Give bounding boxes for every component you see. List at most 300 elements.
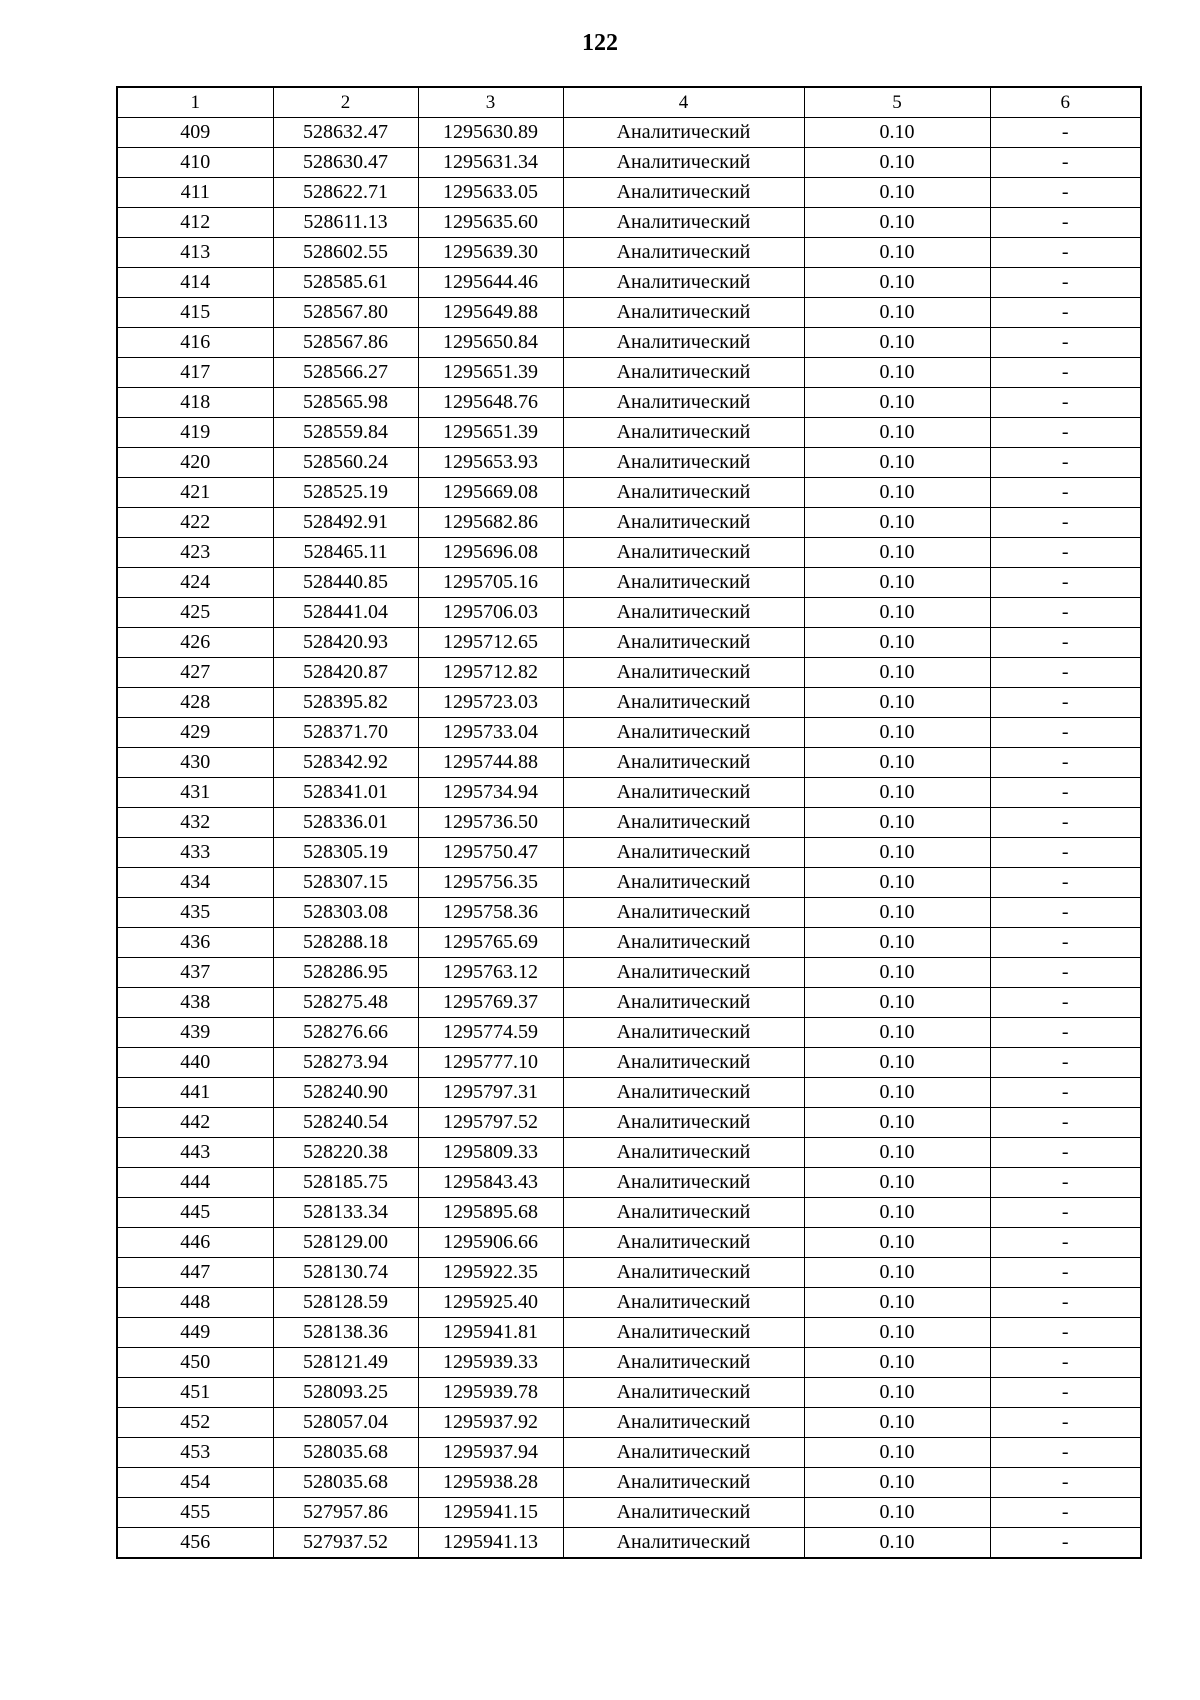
cell-note: -	[990, 1318, 1141, 1348]
column-header-point-number: 1	[117, 87, 273, 118]
cell-note: -	[990, 1258, 1141, 1288]
table-row	[117, 538, 1141, 568]
cell-method: Аналитический	[563, 1018, 804, 1048]
cell-note: -	[990, 268, 1141, 298]
cell-x-coordinate: 528559.84	[273, 418, 418, 448]
cell-x-coordinate: 528240.90	[273, 1078, 418, 1108]
cell-method: Аналитический	[563, 568, 804, 598]
cell-accuracy: 0.10	[804, 328, 990, 358]
table-row	[117, 148, 1141, 178]
cell-accuracy: 0.10	[804, 958, 990, 988]
cell-method: Аналитический	[563, 388, 804, 418]
cell-note: -	[990, 508, 1141, 538]
cell-method: Аналитический	[563, 418, 804, 448]
cell-point-number: 455	[117, 1498, 273, 1528]
column-header-accuracy: 5	[804, 87, 990, 118]
table-row	[117, 988, 1141, 1018]
cell-method: Аналитический	[563, 1468, 804, 1498]
table-row	[117, 598, 1141, 628]
cell-method: Аналитический	[563, 148, 804, 178]
cell-x-coordinate: 528273.94	[273, 1048, 418, 1078]
cell-x-coordinate: 528630.47	[273, 148, 418, 178]
cell-x-coordinate: 528465.11	[273, 538, 418, 568]
cell-note: -	[990, 868, 1141, 898]
cell-note: -	[990, 1468, 1141, 1498]
cell-point-number: 452	[117, 1408, 273, 1438]
cell-y-coordinate: 1295939.33	[418, 1348, 563, 1378]
cell-x-coordinate: 528566.27	[273, 358, 418, 388]
cell-y-coordinate: 1295941.13	[418, 1528, 563, 1559]
cell-point-number: 447	[117, 1258, 273, 1288]
cell-x-coordinate: 527957.86	[273, 1498, 418, 1528]
table-row	[117, 1078, 1141, 1108]
cell-method: Аналитический	[563, 838, 804, 868]
cell-method: Аналитический	[563, 868, 804, 898]
table-row	[117, 1378, 1141, 1408]
cell-note: -	[990, 1168, 1141, 1198]
table-row	[117, 328, 1141, 358]
cell-note: -	[990, 418, 1141, 448]
cell-point-number: 436	[117, 928, 273, 958]
column-header-y-coordinate: 3	[418, 87, 563, 118]
cell-point-number: 420	[117, 448, 273, 478]
cell-x-coordinate: 528035.68	[273, 1438, 418, 1468]
cell-accuracy: 0.10	[804, 928, 990, 958]
cell-x-coordinate: 528220.38	[273, 1138, 418, 1168]
cell-point-number: 451	[117, 1378, 273, 1408]
cell-point-number: 435	[117, 898, 273, 928]
cell-x-coordinate: 528420.93	[273, 628, 418, 658]
cell-y-coordinate: 1295712.65	[418, 628, 563, 658]
cell-point-number: 422	[117, 508, 273, 538]
cell-method: Аналитический	[563, 1108, 804, 1138]
cell-y-coordinate: 1295937.92	[418, 1408, 563, 1438]
table-row	[117, 808, 1141, 838]
cell-y-coordinate: 1295938.28	[418, 1468, 563, 1498]
cell-y-coordinate: 1295937.94	[418, 1438, 563, 1468]
table-row	[117, 628, 1141, 658]
table-row	[117, 208, 1141, 238]
cell-point-number: 450	[117, 1348, 273, 1378]
cell-point-number: 423	[117, 538, 273, 568]
cell-note: -	[990, 1348, 1141, 1378]
cell-x-coordinate: 528240.54	[273, 1108, 418, 1138]
cell-x-coordinate: 528342.92	[273, 748, 418, 778]
cell-method: Аналитический	[563, 298, 804, 328]
cell-y-coordinate: 1295777.10	[418, 1048, 563, 1078]
cell-note: -	[990, 178, 1141, 208]
cell-method: Аналитический	[563, 1438, 804, 1468]
cell-note: -	[990, 388, 1141, 418]
cell-note: -	[990, 838, 1141, 868]
cell-y-coordinate: 1295756.35	[418, 868, 563, 898]
cell-method: Аналитический	[563, 808, 804, 838]
table-row	[117, 1438, 1141, 1468]
cell-x-coordinate: 528420.87	[273, 658, 418, 688]
cell-note: -	[990, 748, 1141, 778]
cell-accuracy: 0.10	[804, 748, 990, 778]
cell-point-number: 439	[117, 1018, 273, 1048]
cell-method: Аналитический	[563, 178, 804, 208]
cell-accuracy: 0.10	[804, 868, 990, 898]
cell-x-coordinate: 528622.71	[273, 178, 418, 208]
cell-method: Аналитический	[563, 268, 804, 298]
table-row	[117, 1408, 1141, 1438]
cell-method: Аналитический	[563, 748, 804, 778]
cell-method: Аналитический	[563, 1288, 804, 1318]
cell-x-coordinate: 528138.36	[273, 1318, 418, 1348]
cell-y-coordinate: 1295631.34	[418, 148, 563, 178]
cell-note: -	[990, 598, 1141, 628]
cell-accuracy: 0.10	[804, 1378, 990, 1408]
cell-x-coordinate: 528341.01	[273, 778, 418, 808]
cell-note: -	[990, 298, 1141, 328]
cell-point-number: 433	[117, 838, 273, 868]
cell-y-coordinate: 1295758.36	[418, 898, 563, 928]
table-row	[117, 1318, 1141, 1348]
cell-accuracy: 0.10	[804, 1438, 990, 1468]
cell-point-number: 456	[117, 1528, 273, 1559]
cell-note: -	[990, 1288, 1141, 1318]
cell-y-coordinate: 1295843.43	[418, 1168, 563, 1198]
cell-x-coordinate: 528093.25	[273, 1378, 418, 1408]
cell-y-coordinate: 1295763.12	[418, 958, 563, 988]
header-row	[117, 87, 1141, 118]
cell-y-coordinate: 1295895.68	[418, 1198, 563, 1228]
cell-point-number: 446	[117, 1228, 273, 1258]
cell-y-coordinate: 1295653.93	[418, 448, 563, 478]
cell-y-coordinate: 1295651.39	[418, 358, 563, 388]
cell-y-coordinate: 1295797.31	[418, 1078, 563, 1108]
cell-note: -	[990, 958, 1141, 988]
column-header-method: 4	[563, 87, 804, 118]
cell-y-coordinate: 1295797.52	[418, 1108, 563, 1138]
cell-x-coordinate: 528611.13	[273, 208, 418, 238]
cell-note: -	[990, 778, 1141, 808]
cell-method: Аналитический	[563, 538, 804, 568]
cell-y-coordinate: 1295669.08	[418, 478, 563, 508]
cell-note: -	[990, 448, 1141, 478]
cell-y-coordinate: 1295734.94	[418, 778, 563, 808]
cell-y-coordinate: 1295712.82	[418, 658, 563, 688]
cell-method: Аналитический	[563, 1258, 804, 1288]
cell-accuracy: 0.10	[804, 718, 990, 748]
cell-accuracy: 0.10	[804, 1018, 990, 1048]
cell-point-number: 424	[117, 568, 273, 598]
cell-x-coordinate: 528565.98	[273, 388, 418, 418]
cell-y-coordinate: 1295644.46	[418, 268, 563, 298]
cell-accuracy: 0.10	[804, 238, 990, 268]
cell-accuracy: 0.10	[804, 298, 990, 328]
cell-point-number: 418	[117, 388, 273, 418]
table-row	[117, 1138, 1141, 1168]
cell-y-coordinate: 1295630.89	[418, 118, 563, 148]
cell-point-number: 412	[117, 208, 273, 238]
cell-method: Аналитический	[563, 1048, 804, 1078]
cell-method: Аналитический	[563, 1318, 804, 1348]
cell-point-number: 428	[117, 688, 273, 718]
cell-x-coordinate: 528492.91	[273, 508, 418, 538]
cell-point-number: 419	[117, 418, 273, 448]
cell-x-coordinate: 528035.68	[273, 1468, 418, 1498]
table-row	[117, 868, 1141, 898]
table-row	[117, 1528, 1141, 1559]
cell-y-coordinate: 1295941.15	[418, 1498, 563, 1528]
cell-note: -	[990, 808, 1141, 838]
cell-method: Аналитический	[563, 1498, 804, 1528]
cell-y-coordinate: 1295651.39	[418, 418, 563, 448]
cell-x-coordinate: 528371.70	[273, 718, 418, 748]
cell-point-number: 454	[117, 1468, 273, 1498]
table-row	[117, 388, 1141, 418]
cell-method: Аналитический	[563, 928, 804, 958]
cell-accuracy: 0.10	[804, 448, 990, 478]
table-row	[117, 508, 1141, 538]
cell-point-number: 440	[117, 1048, 273, 1078]
cell-x-coordinate: 528275.48	[273, 988, 418, 1018]
cell-y-coordinate: 1295744.88	[418, 748, 563, 778]
table-row	[117, 118, 1141, 148]
table-row	[117, 1018, 1141, 1048]
cell-accuracy: 0.10	[804, 1048, 990, 1078]
cell-y-coordinate: 1295765.69	[418, 928, 563, 958]
table-row	[117, 958, 1141, 988]
cell-method: Аналитический	[563, 1078, 804, 1108]
cell-point-number: 410	[117, 148, 273, 178]
table-header	[117, 87, 1141, 118]
cell-accuracy: 0.10	[804, 658, 990, 688]
cell-note: -	[990, 358, 1141, 388]
cell-method: Аналитический	[563, 1138, 804, 1168]
cell-note: -	[990, 1138, 1141, 1168]
cell-point-number: 445	[117, 1198, 273, 1228]
cell-accuracy: 0.10	[804, 1348, 990, 1378]
cell-point-number: 425	[117, 598, 273, 628]
cell-x-coordinate: 528288.18	[273, 928, 418, 958]
cell-point-number: 443	[117, 1138, 273, 1168]
cell-accuracy: 0.10	[804, 568, 990, 598]
cell-accuracy: 0.10	[804, 208, 990, 238]
table-row	[117, 1468, 1141, 1498]
cell-y-coordinate: 1295682.86	[418, 508, 563, 538]
table-row	[117, 718, 1141, 748]
cell-method: Аналитический	[563, 988, 804, 1018]
cell-accuracy: 0.10	[804, 508, 990, 538]
column-header-note: 6	[990, 87, 1141, 118]
cell-method: Аналитический	[563, 238, 804, 268]
table-row	[117, 298, 1141, 328]
cell-point-number: 421	[117, 478, 273, 508]
cell-method: Аналитический	[563, 628, 804, 658]
table-row	[117, 1498, 1141, 1528]
cell-y-coordinate: 1295750.47	[418, 838, 563, 868]
cell-accuracy: 0.10	[804, 418, 990, 448]
cell-accuracy: 0.10	[804, 1408, 990, 1438]
cell-x-coordinate: 528395.82	[273, 688, 418, 718]
cell-note: -	[990, 1408, 1141, 1438]
cell-accuracy: 0.10	[804, 1138, 990, 1168]
cell-point-number: 453	[117, 1438, 273, 1468]
table-row	[117, 928, 1141, 958]
cell-method: Аналитический	[563, 718, 804, 748]
cell-x-coordinate: 528121.49	[273, 1348, 418, 1378]
cell-accuracy: 0.10	[804, 1498, 990, 1528]
cell-point-number: 442	[117, 1108, 273, 1138]
cell-accuracy: 0.10	[804, 358, 990, 388]
cell-y-coordinate: 1295939.78	[418, 1378, 563, 1408]
cell-y-coordinate: 1295635.60	[418, 208, 563, 238]
cell-note: -	[990, 1378, 1141, 1408]
cell-point-number: 449	[117, 1318, 273, 1348]
cell-note: -	[990, 1078, 1141, 1108]
cell-method: Аналитический	[563, 478, 804, 508]
cell-note: -	[990, 208, 1141, 238]
table-row	[117, 898, 1141, 928]
table-row	[117, 238, 1141, 268]
cell-note: -	[990, 988, 1141, 1018]
cell-x-coordinate: 528602.55	[273, 238, 418, 268]
cell-note: -	[990, 688, 1141, 718]
table-row	[117, 1258, 1141, 1288]
cell-point-number: 414	[117, 268, 273, 298]
cell-method: Аналитический	[563, 598, 804, 628]
cell-point-number: 429	[117, 718, 273, 748]
cell-y-coordinate: 1295723.03	[418, 688, 563, 718]
cell-y-coordinate: 1295648.76	[418, 388, 563, 418]
cell-y-coordinate: 1295705.16	[418, 568, 563, 598]
cell-accuracy: 0.10	[804, 688, 990, 718]
table-row	[117, 658, 1141, 688]
cell-method: Аналитический	[563, 358, 804, 388]
cell-accuracy: 0.10	[804, 598, 990, 628]
table-row	[117, 178, 1141, 208]
table-row	[117, 478, 1141, 508]
cell-y-coordinate: 1295736.50	[418, 808, 563, 838]
table-row	[117, 778, 1141, 808]
cell-x-coordinate: 528286.95	[273, 958, 418, 988]
cell-x-coordinate: 528133.34	[273, 1198, 418, 1228]
cell-note: -	[990, 1108, 1141, 1138]
cell-accuracy: 0.10	[804, 1288, 990, 1318]
cell-x-coordinate: 528525.19	[273, 478, 418, 508]
cell-accuracy: 0.10	[804, 538, 990, 568]
cell-y-coordinate: 1295774.59	[418, 1018, 563, 1048]
cell-accuracy: 0.10	[804, 1228, 990, 1258]
cell-x-coordinate: 528441.04	[273, 598, 418, 628]
cell-x-coordinate: 528129.00	[273, 1228, 418, 1258]
cell-note: -	[990, 898, 1141, 928]
table-row	[117, 448, 1141, 478]
cell-point-number: 432	[117, 808, 273, 838]
table-row	[117, 568, 1141, 598]
cell-accuracy: 0.10	[804, 268, 990, 298]
cell-note: -	[990, 928, 1141, 958]
table-row	[117, 1228, 1141, 1258]
cell-note: -	[990, 1228, 1141, 1258]
cell-note: -	[990, 238, 1141, 268]
cell-method: Аналитический	[563, 208, 804, 238]
cell-point-number: 438	[117, 988, 273, 1018]
table-body	[117, 118, 1141, 1559]
cell-point-number: 409	[117, 118, 273, 148]
table-row	[117, 688, 1141, 718]
cell-note: -	[990, 1198, 1141, 1228]
table-row	[117, 1048, 1141, 1078]
cell-x-coordinate: 528128.59	[273, 1288, 418, 1318]
table-row	[117, 268, 1141, 298]
cell-x-coordinate: 528303.08	[273, 898, 418, 928]
cell-point-number: 441	[117, 1078, 273, 1108]
cell-point-number: 430	[117, 748, 273, 778]
cell-y-coordinate: 1295650.84	[418, 328, 563, 358]
cell-accuracy: 0.10	[804, 1258, 990, 1288]
cell-x-coordinate: 528567.86	[273, 328, 418, 358]
cell-y-coordinate: 1295769.37	[418, 988, 563, 1018]
cell-accuracy: 0.10	[804, 988, 990, 1018]
cell-accuracy: 0.10	[804, 118, 990, 148]
cell-accuracy: 0.10	[804, 628, 990, 658]
cell-accuracy: 0.10	[804, 478, 990, 508]
cell-method: Аналитический	[563, 1408, 804, 1438]
cell-point-number: 444	[117, 1168, 273, 1198]
cell-y-coordinate: 1295639.30	[418, 238, 563, 268]
cell-note: -	[990, 658, 1141, 688]
cell-accuracy: 0.10	[804, 1168, 990, 1198]
cell-x-coordinate: 528440.85	[273, 568, 418, 598]
cell-point-number: 413	[117, 238, 273, 268]
table-row	[117, 1108, 1141, 1138]
cell-note: -	[990, 1438, 1141, 1468]
cell-accuracy: 0.10	[804, 1468, 990, 1498]
cell-x-coordinate: 528336.01	[273, 808, 418, 838]
cell-accuracy: 0.10	[804, 388, 990, 418]
cell-point-number: 431	[117, 778, 273, 808]
cell-method: Аналитический	[563, 508, 804, 538]
cell-point-number: 416	[117, 328, 273, 358]
cell-accuracy: 0.10	[804, 1108, 990, 1138]
cell-point-number: 415	[117, 298, 273, 328]
cell-x-coordinate: 528632.47	[273, 118, 418, 148]
cell-accuracy: 0.10	[804, 1078, 990, 1108]
cell-y-coordinate: 1295922.35	[418, 1258, 563, 1288]
cell-y-coordinate: 1295696.08	[418, 538, 563, 568]
cell-point-number: 426	[117, 628, 273, 658]
cell-method: Аналитический	[563, 688, 804, 718]
cell-note: -	[990, 1048, 1141, 1078]
cell-note: -	[990, 148, 1141, 178]
cell-accuracy: 0.10	[804, 778, 990, 808]
cell-note: -	[990, 1528, 1141, 1559]
table-row	[117, 1348, 1141, 1378]
cell-note: -	[990, 568, 1141, 598]
cell-note: -	[990, 1498, 1141, 1528]
table-row	[117, 1168, 1141, 1198]
cell-x-coordinate: 528130.74	[273, 1258, 418, 1288]
cell-x-coordinate: 528560.24	[273, 448, 418, 478]
cell-x-coordinate: 528276.66	[273, 1018, 418, 1048]
table-row	[117, 748, 1141, 778]
cell-accuracy: 0.10	[804, 898, 990, 928]
cell-y-coordinate: 1295941.81	[418, 1318, 563, 1348]
cell-method: Аналитический	[563, 1228, 804, 1258]
cell-note: -	[990, 628, 1141, 658]
table-row	[117, 838, 1141, 868]
table-row	[117, 358, 1141, 388]
cell-method: Аналитический	[563, 958, 804, 988]
cell-method: Аналитический	[563, 448, 804, 478]
cell-method: Аналитический	[563, 1198, 804, 1228]
cell-accuracy: 0.10	[804, 808, 990, 838]
